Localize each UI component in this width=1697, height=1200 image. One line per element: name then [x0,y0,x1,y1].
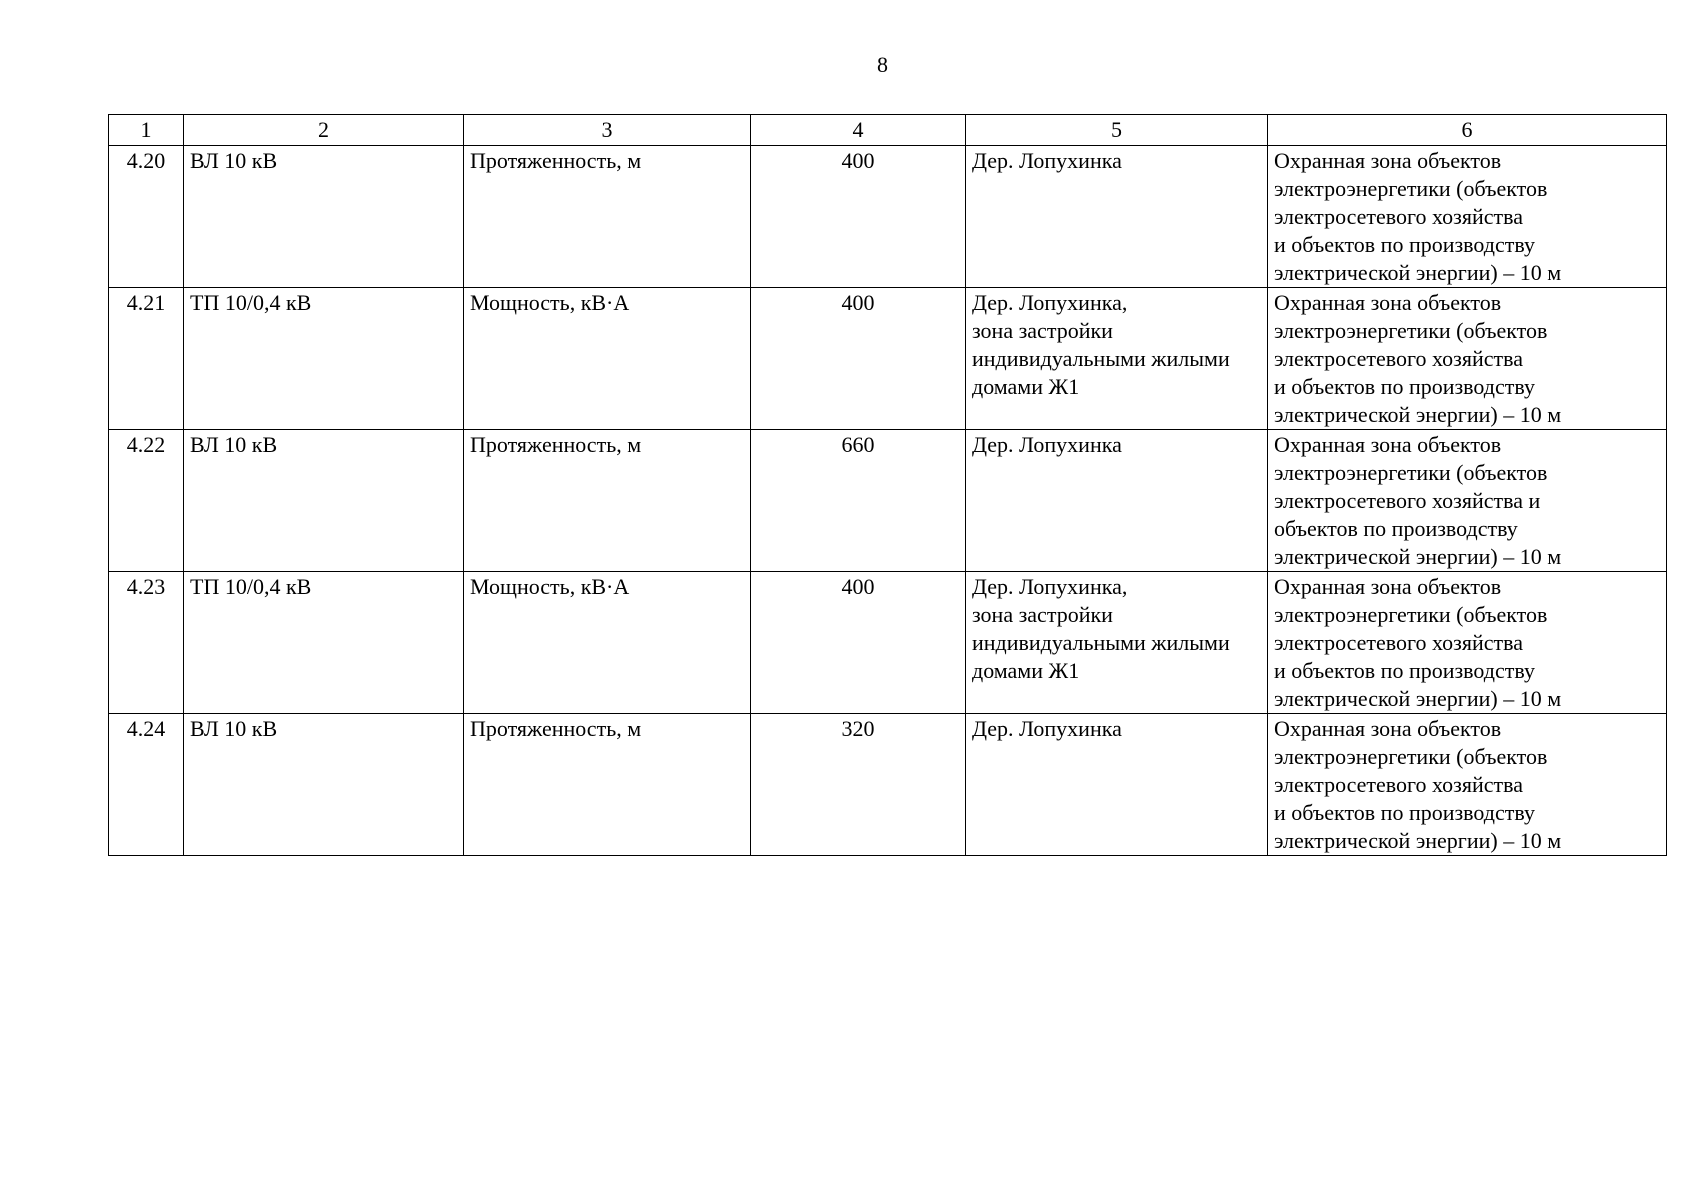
table-row [109,572,1667,714]
value-cell: 400 [751,288,966,430]
location-cell: Дер. Лопухинка, зона застройки индивидуальными жилыми домами Ж1 [966,572,1268,714]
table-header [109,115,1667,146]
object-name-cell: ВЛ 10 кВ [184,430,464,572]
protection-zone-cell: Охранная зона объектов электроэнергетики (объектов электросетевого хозяйства и объектов по производству электрической энергии) – 10 м [1268,288,1667,430]
row-number-cell: 4.20 [109,146,184,288]
value-cell: 320 [751,714,966,856]
location-cell: Дер. Лопухинка [966,430,1268,572]
protection-zone-cell: Охранная зона объектов электроэнергетики (объектов электросетевого хозяйства и объектов по производству электрической энергии) – 10 м [1268,146,1667,288]
protection-zone-cell: Охранная зона объектов электроэнергетики (объектов электросетевого хозяйства и объектов по производству электрической энергии) – 10 м [1268,572,1667,714]
header-cell-col-6: 6 [1268,115,1667,146]
header-cell-col-2: 2 [184,115,464,146]
table-row [109,430,1667,572]
location-cell: Дер. Лопухинка [966,714,1268,856]
parameter-cell: Протяженность, м [464,714,751,856]
location-cell: Дер. Лопухинка [966,146,1268,288]
parameter-cell: Протяженность, м [464,146,751,288]
table-body [109,146,1667,856]
row-number-cell: 4.24 [109,714,184,856]
table-row [109,146,1667,288]
header-cell-col-3: 3 [464,115,751,146]
object-name-cell: ТП 10/0,4 кВ [184,572,464,714]
value-cell: 660 [751,430,966,572]
value-cell: 400 [751,572,966,714]
parameter-cell: Мощность, кВ·А [464,572,751,714]
page-number: 8 [877,52,888,77]
header-row [109,115,1667,146]
header-cell-col-4: 4 [751,115,966,146]
object-name-cell: ВЛ 10 кВ [184,146,464,288]
header-cell-col-1: 1 [109,115,184,146]
object-name-cell: ВЛ 10 кВ [184,714,464,856]
row-number-cell: 4.21 [109,288,184,430]
parameter-cell: Мощность, кВ·А [464,288,751,430]
row-number-cell: 4.23 [109,572,184,714]
value-cell: 400 [751,146,966,288]
location-cell: Дер. Лопухинка, зона застройки индивидуальными жилыми домами Ж1 [966,288,1268,430]
protection-zone-cell: Охранная зона объектов электроэнергетики (объектов электросетевого хозяйства и объектов по производству электрической энергии) – 10 м [1268,430,1667,572]
objects-table [108,114,1667,856]
parameter-cell: Протяженность, м [464,430,751,572]
header-cell-col-5: 5 [966,115,1268,146]
object-name-cell: ТП 10/0,4 кВ [184,288,464,430]
table-row [109,288,1667,430]
protection-zone-cell: Охранная зона объектов электроэнергетики (объектов электросетевого хозяйства и объектов по производству электрической энергии) – 10 м [1268,714,1667,856]
table-row [109,714,1667,856]
row-number-cell: 4.22 [109,430,184,572]
